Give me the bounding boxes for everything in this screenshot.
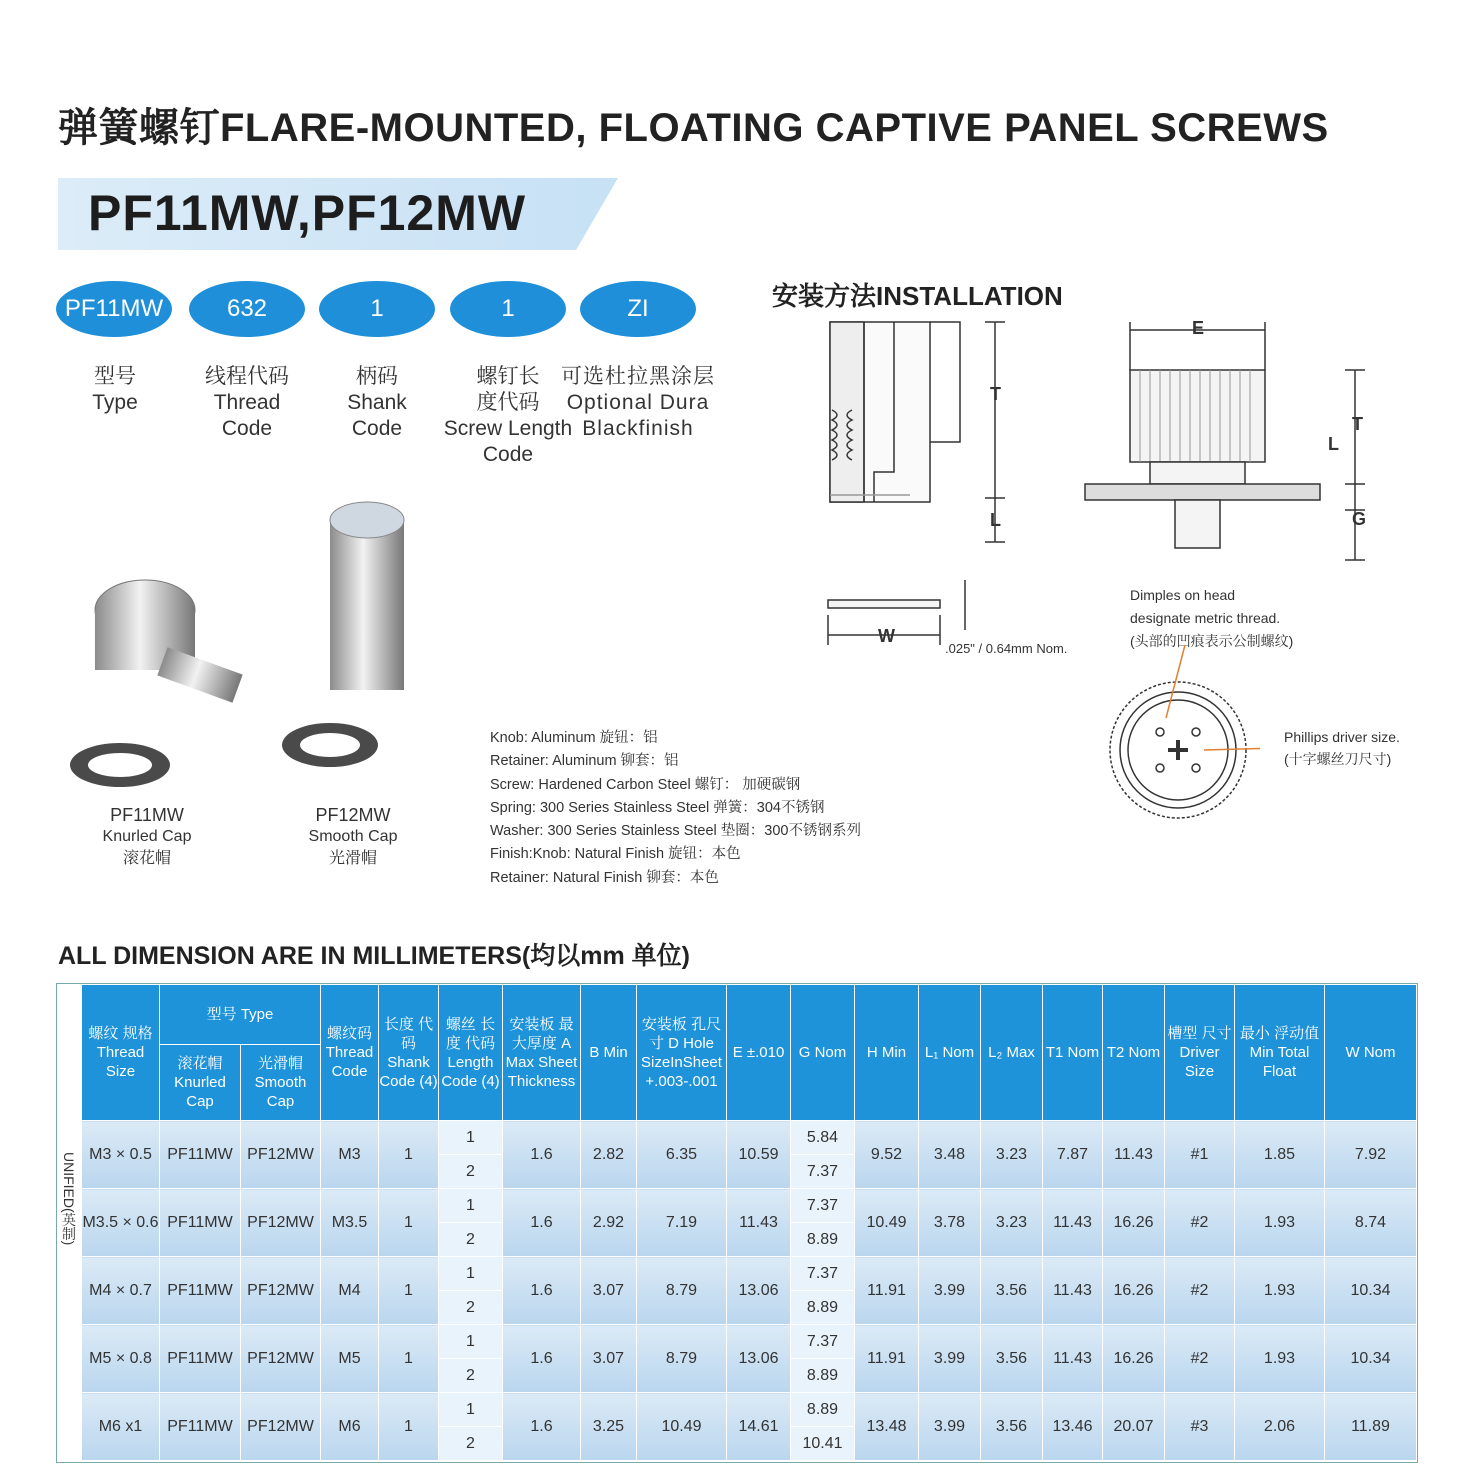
cell-d: 7.19 [637, 1189, 727, 1257]
label-w: W [878, 626, 895, 646]
code-oval-length: 1 [450, 281, 566, 337]
th-knurled: 滚花帽 Knurled Cap [160, 1045, 241, 1121]
th-length-code: 螺丝 长度 代码 Length Code (4) [439, 985, 503, 1121]
code-oval-type: PF11MW [56, 281, 172, 337]
cell-h: 11.91 [855, 1257, 919, 1325]
th-shank-code: 长度 代码 Shank Code (4) [379, 985, 439, 1121]
cell-knurled: PF11MW [160, 1257, 241, 1325]
dimensions-table [81, 984, 1417, 1461]
cell-thread-code: M5 [321, 1325, 379, 1393]
installation-diagram [770, 300, 1470, 680]
table-row [82, 1121, 1417, 1155]
product-caption-pf11mw: PF11MW Knurled Cap 滚花帽 [102, 805, 192, 867]
cell-smooth: PF12MW [241, 1257, 321, 1325]
cell-t2: 16.26 [1103, 1189, 1165, 1257]
cell-length-code: 2 [439, 1427, 503, 1461]
dimensions-title: ALL DIMENSION ARE IN MILLIMETERS(均以mm 单位) [58, 942, 690, 970]
cell-thread-size: M3 × 0.5 [82, 1121, 160, 1189]
cell-l1: 3.99 [919, 1257, 981, 1325]
th-smooth: 光滑帽 Smooth Cap [241, 1045, 321, 1121]
cell-t2: 11.43 [1103, 1121, 1165, 1189]
th-driver: 槽型 尺寸 Driver Size [1165, 985, 1235, 1121]
th-h: H Min [855, 985, 919, 1121]
cell-t1: 11.43 [1043, 1189, 1103, 1257]
th-a: 安装板 最大厚度 A Max Sheet Thickness [503, 985, 581, 1121]
cell-float: 1.85 [1235, 1121, 1325, 1189]
th-thread-code: 螺纹码 Thread Code [321, 985, 379, 1121]
cell-l2: 3.56 [981, 1393, 1043, 1461]
installation-title: 安装方法INSTALLATION [772, 281, 1063, 311]
cell-driver: #2 [1165, 1257, 1235, 1325]
cell-thread-code: M6 [321, 1393, 379, 1461]
code-label-finish: 可选杜拉黑涂层 Optional Dura Blackfinish [561, 365, 715, 440]
cell-a: 1.6 [503, 1257, 581, 1325]
cell-g: 7.37 [791, 1189, 855, 1223]
cell-knurled: PF11MW [160, 1325, 241, 1393]
cell-w: 11.89 [1325, 1393, 1417, 1461]
cell-l2: 3.56 [981, 1257, 1043, 1325]
table-row [82, 1257, 1417, 1291]
cell-float: 1.93 [1235, 1257, 1325, 1325]
cell-driver: #2 [1165, 1325, 1235, 1393]
dimples-note: Dimples on head designate metric thread. (头部的凹痕表示公制螺纹) [1130, 587, 1294, 649]
cell-thread-size: M3.5 × 0.6 [82, 1189, 160, 1257]
cell-t1: 11.43 [1043, 1257, 1103, 1325]
th-d: 安装板 孔尺寸 D Hole SizeInSheet +.003-.001 [637, 985, 727, 1121]
th-l2: L₂ Max [981, 985, 1043, 1121]
cell-b: 2.82 [581, 1121, 637, 1189]
cell-g: 8.89 [791, 1359, 855, 1393]
cell-length-code: 2 [439, 1359, 503, 1393]
cell-h: 13.48 [855, 1393, 919, 1461]
head-top-view [1100, 640, 1260, 840]
cell-h: 11.91 [855, 1325, 919, 1393]
cell-float: 1.93 [1235, 1189, 1325, 1257]
cell-length-code: 2 [439, 1291, 503, 1325]
code-oval-finish: ZI [580, 281, 696, 337]
model-banner-text: PF11MW,PF12MW [88, 185, 527, 241]
cell-t2: 16.26 [1103, 1325, 1165, 1393]
washer-note: .025" / 0.64mm Nom. [945, 641, 1068, 656]
cell-shank-code: 1 [379, 1257, 439, 1325]
cell-thread-code: M3.5 [321, 1189, 379, 1257]
cell-smooth: PF12MW [241, 1325, 321, 1393]
cell-float: 1.93 [1235, 1325, 1325, 1393]
cell-thread-size: M5 × 0.8 [82, 1325, 160, 1393]
cell-thread-size: M4 × 0.7 [82, 1257, 160, 1325]
cell-driver: #2 [1165, 1189, 1235, 1257]
cell-w: 10.34 [1325, 1257, 1417, 1325]
code-label-type: 型号 Type [92, 365, 138, 414]
cell-l1: 3.99 [919, 1393, 981, 1461]
cell-a: 1.6 [503, 1189, 581, 1257]
cell-g: 8.89 [791, 1291, 855, 1325]
cell-w: 10.34 [1325, 1325, 1417, 1393]
cell-l2: 3.23 [981, 1121, 1043, 1189]
cell-length-code: 1 [439, 1121, 503, 1155]
cell-smooth: PF12MW [241, 1189, 321, 1257]
cell-h: 9.52 [855, 1121, 919, 1189]
code-oval-shank: 1 [319, 281, 435, 337]
table-row [82, 1189, 1417, 1223]
label-l2: L [1328, 434, 1339, 454]
code-oval-thread: 632 [189, 281, 305, 337]
cell-g: 7.37 [791, 1325, 855, 1359]
cell-length-code: 1 [439, 1393, 503, 1427]
code-label-length: 螺钉长度代码 Screw Length Code [443, 365, 573, 466]
cell-thread-code: M3 [321, 1121, 379, 1189]
product-photos [60, 500, 420, 800]
cell-thread-size: M6 x1 [82, 1393, 160, 1461]
cell-d: 8.79 [637, 1257, 727, 1325]
cell-t2: 16.26 [1103, 1257, 1165, 1325]
cell-t1: 13.46 [1043, 1393, 1103, 1461]
cell-g: 7.37 [791, 1155, 855, 1189]
cell-w: 8.74 [1325, 1189, 1417, 1257]
table-row [82, 1325, 1417, 1359]
label-t1: T [1352, 414, 1363, 434]
cell-a: 1.6 [503, 1393, 581, 1461]
cell-e: 11.43 [727, 1189, 791, 1257]
cell-shank-code: 1 [379, 1189, 439, 1257]
cell-t1: 7.87 [1043, 1121, 1103, 1189]
cell-e: 10.59 [727, 1121, 791, 1189]
cell-l1: 3.99 [919, 1325, 981, 1393]
cell-d: 8.79 [637, 1325, 727, 1393]
cell-g: 8.89 [791, 1223, 855, 1257]
cell-knurled: PF11MW [160, 1393, 241, 1461]
cell-driver: #1 [1165, 1121, 1235, 1189]
cell-length-code: 2 [439, 1223, 503, 1257]
th-float: 最小 浮动值 Min Total Float [1235, 985, 1325, 1121]
cell-l2: 3.56 [981, 1325, 1043, 1393]
cell-smooth: PF12MW [241, 1121, 321, 1189]
cell-b: 3.07 [581, 1325, 637, 1393]
th-g: G Nom [791, 985, 855, 1121]
cell-h: 10.49 [855, 1189, 919, 1257]
th-e: E ±.010 [727, 985, 791, 1121]
cell-l1: 3.48 [919, 1121, 981, 1189]
cell-t2: 20.07 [1103, 1393, 1165, 1461]
cell-w: 7.92 [1325, 1121, 1417, 1189]
model-banner [58, 178, 618, 250]
cell-knurled: PF11MW [160, 1189, 241, 1257]
cell-g: 10.41 [791, 1427, 855, 1461]
cell-length-code: 1 [439, 1325, 503, 1359]
page-title: 弹簧螺钉FLARE-MOUNTED, FLOATING CAPTIVE PANEL SCREWS [58, 106, 1329, 150]
th-l1: L₁ Nom [919, 985, 981, 1121]
cell-thread-code: M4 [321, 1257, 379, 1325]
phillips-note: Phillips driver size. (十字螺丝刀尺寸) [1284, 729, 1400, 767]
cell-e: 13.06 [727, 1325, 791, 1393]
cell-g: 7.37 [791, 1257, 855, 1291]
side-label: UNIFIED(英制) [61, 1152, 77, 1246]
table-row [82, 1393, 1417, 1427]
cell-l1: 3.78 [919, 1189, 981, 1257]
cell-g: 8.89 [791, 1393, 855, 1427]
cell-b: 2.92 [581, 1189, 637, 1257]
code-label-shank: 柄码 Shank Code [347, 365, 407, 440]
cell-t1: 11.43 [1043, 1325, 1103, 1393]
product-caption-pf12mw: PF12MW Smooth Cap 光滑帽 [308, 805, 398, 867]
th-type: 型号 Type [160, 985, 321, 1045]
cell-b: 3.25 [581, 1393, 637, 1461]
cell-g: 5.84 [791, 1121, 855, 1155]
cell-b: 3.07 [581, 1257, 637, 1325]
th-b: B Min [581, 985, 637, 1121]
cell-e: 13.06 [727, 1257, 791, 1325]
cell-a: 1.6 [503, 1121, 581, 1189]
th-t1: T1 Nom [1043, 985, 1103, 1121]
dimensions-table-wrap [56, 983, 1418, 1463]
cell-knurled: PF11MW [160, 1121, 241, 1189]
label-l1: L [990, 510, 1001, 530]
cell-l2: 3.23 [981, 1189, 1043, 1257]
cell-length-code: 1 [439, 1189, 503, 1223]
label-e: E [1192, 318, 1205, 338]
code-label-thread: 线程代码 Thread Code [205, 365, 289, 440]
materials-list: Knob: Aluminum 旋钮：铝 Retainer: Aluminum 铆套：铝 Screw: Hardened Carbon Steel 螺钉： 加硬碳钢 Spring: 300 Series Stainless Steel 弹簧：304不锈钢 Washer: 300 Series Stainless Steel 垫圈：300不锈钢系列 Finish:Knob: Natural Finish 旋钮：本色 Retainer: Natural Finish 铆套：本色 [490, 730, 861, 886]
th-w: W Nom [1325, 985, 1417, 1121]
cell-shank-code: 1 [379, 1325, 439, 1393]
cell-float: 2.06 [1235, 1393, 1325, 1461]
cell-driver: #3 [1165, 1393, 1235, 1461]
cell-d: 10.49 [637, 1393, 727, 1461]
th-t2: T2 Nom [1103, 985, 1165, 1121]
label-t2: T [990, 384, 1001, 404]
cell-shank-code: 1 [379, 1121, 439, 1189]
cell-smooth: PF12MW [241, 1393, 321, 1461]
label-g: G [1352, 509, 1367, 529]
cell-e: 14.61 [727, 1393, 791, 1461]
th-thread-size: 螺纹 规格 Thread Size [82, 985, 160, 1121]
cell-d: 6.35 [637, 1121, 727, 1189]
cell-length-code: 2 [439, 1155, 503, 1189]
cell-shank-code: 1 [379, 1393, 439, 1461]
cell-a: 1.6 [503, 1325, 581, 1393]
cell-length-code: 1 [439, 1257, 503, 1291]
